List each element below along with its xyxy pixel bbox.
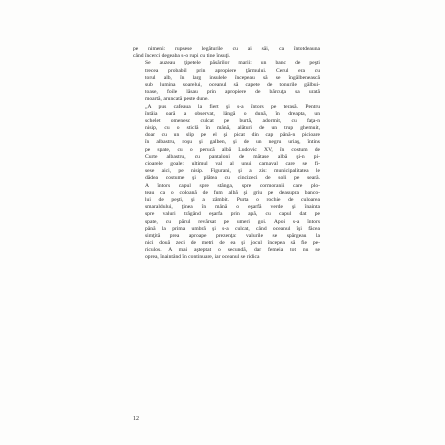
paragraph (133, 46, 320, 60)
text-line: dădea costume şi plătea cu cincizeci de soli pe seară. (145, 175, 320, 182)
text-line: sub lumina soarelui, oceanul să capete de tonurile gălbui- (145, 81, 320, 88)
text-line: „A pus cafeaua la fiert şi s-a întors pe terasă. Pentru (145, 103, 320, 110)
text-line: torul alb, în larg insulele începeau să se îngălbenească (145, 74, 320, 81)
text-line: pe spate, cu o perucă albă Ludovic XV, în costum de (145, 146, 320, 153)
text-line: Curte albastru, cu pantaloni de mătase albă şi-n pi- (145, 153, 320, 160)
text-line: până la prima umbră şi s-a culcat, când oceanul îşi făcea (145, 225, 320, 232)
text-line: spre valuri trăgând eşarfa prin apă, cu capul dat pe (145, 211, 320, 218)
text-line: spate, cu părul revărsat pe umeri goi. Apoi s-a întors (145, 218, 320, 225)
text-line: lui de peşti, şi a zâmbit. Purta o rochie de culoarea (145, 196, 320, 203)
text-line: sese aici, pe nisip. Figurani, şi a zis: municipalitatea le (145, 168, 320, 175)
text-line: în albastru, roşu şi galben, şi de un negru uriaş, întins (145, 139, 320, 146)
text-line: nici două zeci de metri de ea şi jocul începea să fie pe- (145, 240, 320, 247)
text-line: Se auzeau ţipetele păsărilor marii: un banc de peşti (145, 60, 320, 67)
text-line: smaraldului, ţinea în mână o eşarfă verde şi înainta (145, 204, 320, 211)
text-line: toase, foile lăsau prin apropiere de bărcuţa sa urată (145, 89, 320, 96)
text-line: când încerci degeaba s-o rupi cu tine însuţi. (133, 53, 231, 60)
text-line: pe nimeni: rupsese legăturile cu ai săi, ca întotdeauna (133, 46, 320, 52)
paragraph (133, 60, 320, 103)
text-line: moartă, aruncată peste dune. (145, 96, 209, 103)
body-text (133, 46, 320, 262)
text-line: simţită prea aproape prezenţa: valurile se spărgeau la (145, 232, 320, 239)
paragraph (133, 104, 320, 262)
text-line: riculos. A mai aşteptat o secundă, dar femeia tot nu se (145, 247, 320, 254)
text-line: întâia oară a observat, lângă o dună, în dreapta, un (145, 110, 320, 117)
text-line: schelet omenesc culcat pe burtă, adormit, cu faţa-n (145, 117, 320, 124)
text-line: A întors capul spre stânga, spre cormoranii care plo- (145, 182, 320, 189)
text-line: nisip, cu o sticlă în mână, alături de un trup ghemuit, (145, 125, 320, 132)
text-line: oprea, înaintând în continuare, iar oceanul se ridica (145, 254, 260, 261)
text-line: doar cu un slip pe el şi picat din cap până-n picioare (145, 132, 320, 139)
text-line: trecea probabil prin apropiere ţărmului. Cerul era cu (145, 67, 320, 74)
text-line: cioarele goale: ultimul val al unui carnaval care se fi- (145, 161, 320, 167)
page-number: 12 (133, 416, 139, 422)
text-line: teau ca o coloană de fum albă şi griu pe deasupra banco- (145, 189, 320, 196)
